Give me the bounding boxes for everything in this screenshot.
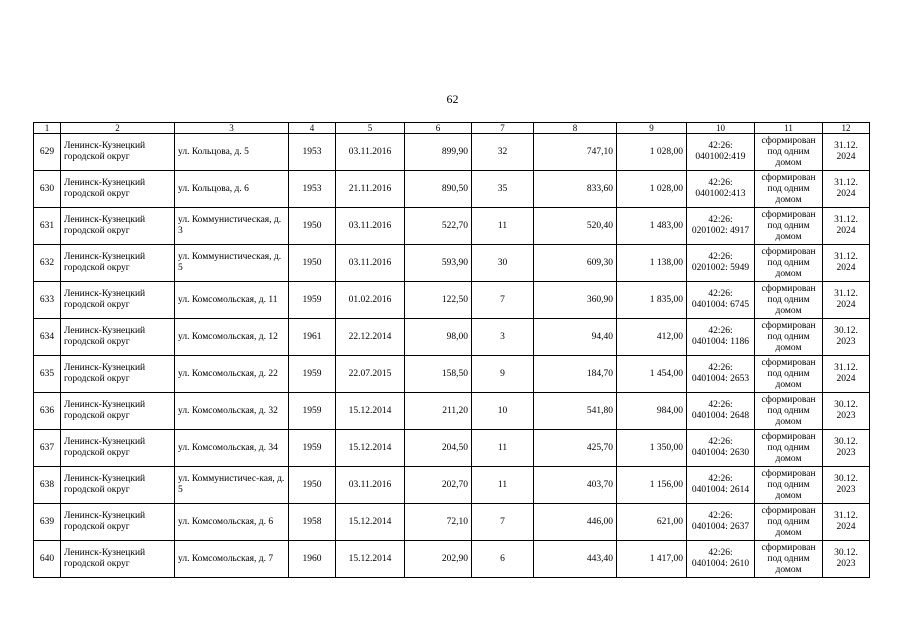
- area-living-cell: 425,70: [534, 430, 617, 467]
- area-living-cell: 520,40: [534, 208, 617, 245]
- cadastral-number-cell: 42:26: 0401002:419: [687, 134, 755, 171]
- area-living-cell: 403,70: [534, 467, 617, 504]
- land-status-cell: сформирован под одним домом: [755, 319, 823, 356]
- deadline-cell: 30.12. 2023: [823, 319, 870, 356]
- area-living-cell: 360,90: [534, 282, 617, 319]
- municipality-cell: Ленинск-Кузнецкий городской округ: [61, 282, 175, 319]
- municipality-cell: Ленинск-Кузнецкий городской округ: [61, 171, 175, 208]
- municipality-cell: Ленинск-Кузнецкий городской округ: [61, 467, 175, 504]
- land-status-cell: сформирован под одним домом: [755, 208, 823, 245]
- area-living-cell: 443,40: [534, 541, 617, 578]
- land-status-cell: сформирован под одним домом: [755, 504, 823, 541]
- land-status-cell: сформирован под одним домом: [755, 245, 823, 282]
- area-total-cell: 522,70: [405, 208, 472, 245]
- count-cell: 9: [472, 356, 534, 393]
- table-body: [34, 123, 870, 578]
- row-number-cell: 631: [34, 208, 61, 245]
- table-row: [34, 171, 870, 208]
- column-number: 10: [687, 123, 755, 134]
- area-total-cell: 204,50: [405, 430, 472, 467]
- table-row: [34, 467, 870, 504]
- row-number-cell: 636: [34, 393, 61, 430]
- area-land-cell: 984,00: [617, 393, 687, 430]
- row-number-cell: 634: [34, 319, 61, 356]
- municipality-cell: Ленинск-Кузнецкий городской округ: [61, 356, 175, 393]
- year-cell: 1959: [289, 430, 336, 467]
- column-number: 1: [34, 123, 61, 134]
- year-cell: 1950: [289, 208, 336, 245]
- year-cell: 1959: [289, 356, 336, 393]
- area-land-cell: 412,00: [617, 319, 687, 356]
- count-cell: 7: [472, 504, 534, 541]
- column-number: 11: [755, 123, 823, 134]
- area-total-cell: 202,90: [405, 541, 472, 578]
- count-cell: 11: [472, 467, 534, 504]
- date-cell: 03.11.2016: [336, 208, 405, 245]
- land-status-cell: сформирован под одним домом: [755, 356, 823, 393]
- address-cell: ул. Комсомольская, д. 11: [175, 282, 289, 319]
- area-living-cell: 541,80: [534, 393, 617, 430]
- land-status-cell: сформирован под одним домом: [755, 393, 823, 430]
- column-number: 9: [617, 123, 687, 134]
- cadastral-number-cell: 42:26: 0401004: 6745: [687, 282, 755, 319]
- deadline-cell: 31.12. 2024: [823, 282, 870, 319]
- count-cell: 10: [472, 393, 534, 430]
- column-number: 8: [534, 123, 617, 134]
- area-total-cell: 158,50: [405, 356, 472, 393]
- date-cell: 03.11.2016: [336, 134, 405, 171]
- count-cell: 11: [472, 430, 534, 467]
- row-number-cell: 640: [34, 541, 61, 578]
- deadline-cell: 31.12. 2024: [823, 134, 870, 171]
- cadastral-number-cell: 42:26: 0401004: 2630: [687, 430, 755, 467]
- cadastral-number-cell: 42:26: 0401004: 2653: [687, 356, 755, 393]
- year-cell: 1953: [289, 134, 336, 171]
- cadastral-number-cell: 42:26: 0201002: 4917: [687, 208, 755, 245]
- area-total-cell: 593,90: [405, 245, 472, 282]
- year-cell: 1958: [289, 504, 336, 541]
- table-row: [34, 319, 870, 356]
- table-row: [34, 134, 870, 171]
- area-living-cell: 609,30: [534, 245, 617, 282]
- cadastral-number-cell: 42:26: 0401004: 1186: [687, 319, 755, 356]
- address-cell: ул. Кольцова, д. 6: [175, 171, 289, 208]
- land-status-cell: сформирован под одним домом: [755, 171, 823, 208]
- municipality-cell: Ленинск-Кузнецкий городской округ: [61, 245, 175, 282]
- cadastral-number-cell: 42:26: 0401004: 2614: [687, 467, 755, 504]
- year-cell: 1961: [289, 319, 336, 356]
- area-land-cell: 1 417,00: [617, 541, 687, 578]
- cadastral-number-cell: 42:26: 0401004: 2637: [687, 504, 755, 541]
- row-number-cell: 632: [34, 245, 61, 282]
- area-land-cell: 1 156,00: [617, 467, 687, 504]
- cadastral-number-cell: 42:26: 0401004: 2648: [687, 393, 755, 430]
- count-cell: 30: [472, 245, 534, 282]
- column-number: 6: [405, 123, 472, 134]
- land-status-cell: сформирован под одним домом: [755, 541, 823, 578]
- deadline-cell: 30.12. 2023: [823, 541, 870, 578]
- area-living-cell: 747,10: [534, 134, 617, 171]
- deadline-cell: 31.12. 2024: [823, 245, 870, 282]
- date-cell: 15.12.2014: [336, 430, 405, 467]
- area-land-cell: 621,00: [617, 504, 687, 541]
- column-number-row: [34, 123, 870, 134]
- table-row: [34, 393, 870, 430]
- table-row: [34, 504, 870, 541]
- date-cell: 22.07.2015: [336, 356, 405, 393]
- deadline-cell: 31.12. 2024: [823, 356, 870, 393]
- address-cell: ул. Комсомольская, д. 7: [175, 541, 289, 578]
- land-status-cell: сформирован под одним домом: [755, 430, 823, 467]
- area-total-cell: 899,90: [405, 134, 472, 171]
- date-cell: 21.11.2016: [336, 171, 405, 208]
- area-total-cell: 202,70: [405, 467, 472, 504]
- count-cell: 3: [472, 319, 534, 356]
- address-cell: ул. Коммунистическая, д. 3: [175, 208, 289, 245]
- table-row: [34, 245, 870, 282]
- municipality-cell: Ленинск-Кузнецкий городской округ: [61, 393, 175, 430]
- land-status-cell: сформирован под одним домом: [755, 467, 823, 504]
- area-land-cell: 1 483,00: [617, 208, 687, 245]
- address-cell: ул. Коммунистическая, д. 5: [175, 245, 289, 282]
- date-cell: 01.02.2016: [336, 282, 405, 319]
- deadline-cell: 31.12. 2024: [823, 208, 870, 245]
- area-land-cell: 1 350,00: [617, 430, 687, 467]
- address-cell: ул. Комсомольская, д. 34: [175, 430, 289, 467]
- address-cell: ул. Комсомольская, д. 32: [175, 393, 289, 430]
- deadline-cell: 31.12. 2024: [823, 504, 870, 541]
- area-total-cell: 890,50: [405, 171, 472, 208]
- municipality-cell: Ленинск-Кузнецкий городской округ: [61, 319, 175, 356]
- area-living-cell: 94,40: [534, 319, 617, 356]
- housing-registry-table: [33, 122, 870, 578]
- column-number: 7: [472, 123, 534, 134]
- table-row: [34, 208, 870, 245]
- municipality-cell: Ленинск-Кузнецкий городской округ: [61, 208, 175, 245]
- year-cell: 1950: [289, 467, 336, 504]
- date-cell: 15.12.2014: [336, 504, 405, 541]
- year-cell: 1953: [289, 171, 336, 208]
- cadastral-number-cell: 42:26: 0401002:413: [687, 171, 755, 208]
- municipality-cell: Ленинск-Кузнецкий городской округ: [61, 504, 175, 541]
- deadline-cell: 30.12. 2023: [823, 393, 870, 430]
- count-cell: 6: [472, 541, 534, 578]
- municipality-cell: Ленинск-Кузнецкий городской округ: [61, 430, 175, 467]
- address-cell: ул. Комсомольская, д. 22: [175, 356, 289, 393]
- count-cell: 7: [472, 282, 534, 319]
- area-total-cell: 72,10: [405, 504, 472, 541]
- column-number: 4: [289, 123, 336, 134]
- cadastral-number-cell: 42:26: 0401004: 2610: [687, 541, 755, 578]
- land-status-cell: сформирован под одним домом: [755, 134, 823, 171]
- table-row: [34, 356, 870, 393]
- table-row: [34, 282, 870, 319]
- row-number-cell: 629: [34, 134, 61, 171]
- deadline-cell: 31.12. 2024: [823, 171, 870, 208]
- row-number-cell: 637: [34, 430, 61, 467]
- area-land-cell: 1 028,00: [617, 134, 687, 171]
- area-total-cell: 211,20: [405, 393, 472, 430]
- area-land-cell: 1 454,00: [617, 356, 687, 393]
- date-cell: 03.11.2016: [336, 245, 405, 282]
- row-number-cell: 633: [34, 282, 61, 319]
- address-cell: ул. Коммунистичес-кая, д. 5: [175, 467, 289, 504]
- row-number-cell: 635: [34, 356, 61, 393]
- row-number-cell: 639: [34, 504, 61, 541]
- year-cell: 1950: [289, 245, 336, 282]
- year-cell: 1959: [289, 282, 336, 319]
- column-number: 3: [175, 123, 289, 134]
- deadline-cell: 30.12. 2023: [823, 467, 870, 504]
- date-cell: 03.11.2016: [336, 467, 405, 504]
- area-living-cell: 833,60: [534, 171, 617, 208]
- date-cell: 22.12.2014: [336, 319, 405, 356]
- column-number: 12: [823, 123, 870, 134]
- address-cell: ул. Комсомольская, д. 6: [175, 504, 289, 541]
- date-cell: 15.12.2014: [336, 393, 405, 430]
- column-number: 5: [336, 123, 405, 134]
- table-row: [34, 430, 870, 467]
- deadline-cell: 30.12. 2023: [823, 430, 870, 467]
- date-cell: 15.12.2014: [336, 541, 405, 578]
- row-number-cell: 638: [34, 467, 61, 504]
- area-living-cell: 446,00: [534, 504, 617, 541]
- land-status-cell: сформирован под одним домом: [755, 282, 823, 319]
- address-cell: ул. Кольцова, д. 5: [175, 134, 289, 171]
- row-number-cell: 630: [34, 171, 61, 208]
- area-land-cell: 1 138,00: [617, 245, 687, 282]
- address-cell: ул. Комсомольская, д. 12: [175, 319, 289, 356]
- area-land-cell: 1 028,00: [617, 171, 687, 208]
- count-cell: 32: [472, 134, 534, 171]
- area-living-cell: 184,70: [534, 356, 617, 393]
- year-cell: 1959: [289, 393, 336, 430]
- cadastral-number-cell: 42:26: 0201002: 5949: [687, 245, 755, 282]
- count-cell: 35: [472, 171, 534, 208]
- year-cell: 1960: [289, 541, 336, 578]
- page-number: 62: [446, 92, 459, 106]
- table-row: [34, 541, 870, 578]
- count-cell: 11: [472, 208, 534, 245]
- column-number: 2: [61, 123, 175, 134]
- area-total-cell: 122,50: [405, 282, 472, 319]
- municipality-cell: Ленинск-Кузнецкий городской округ: [61, 541, 175, 578]
- area-total-cell: 98,00: [405, 319, 472, 356]
- area-land-cell: 1 835,00: [617, 282, 687, 319]
- municipality-cell: Ленинск-Кузнецкий городской округ: [61, 134, 175, 171]
